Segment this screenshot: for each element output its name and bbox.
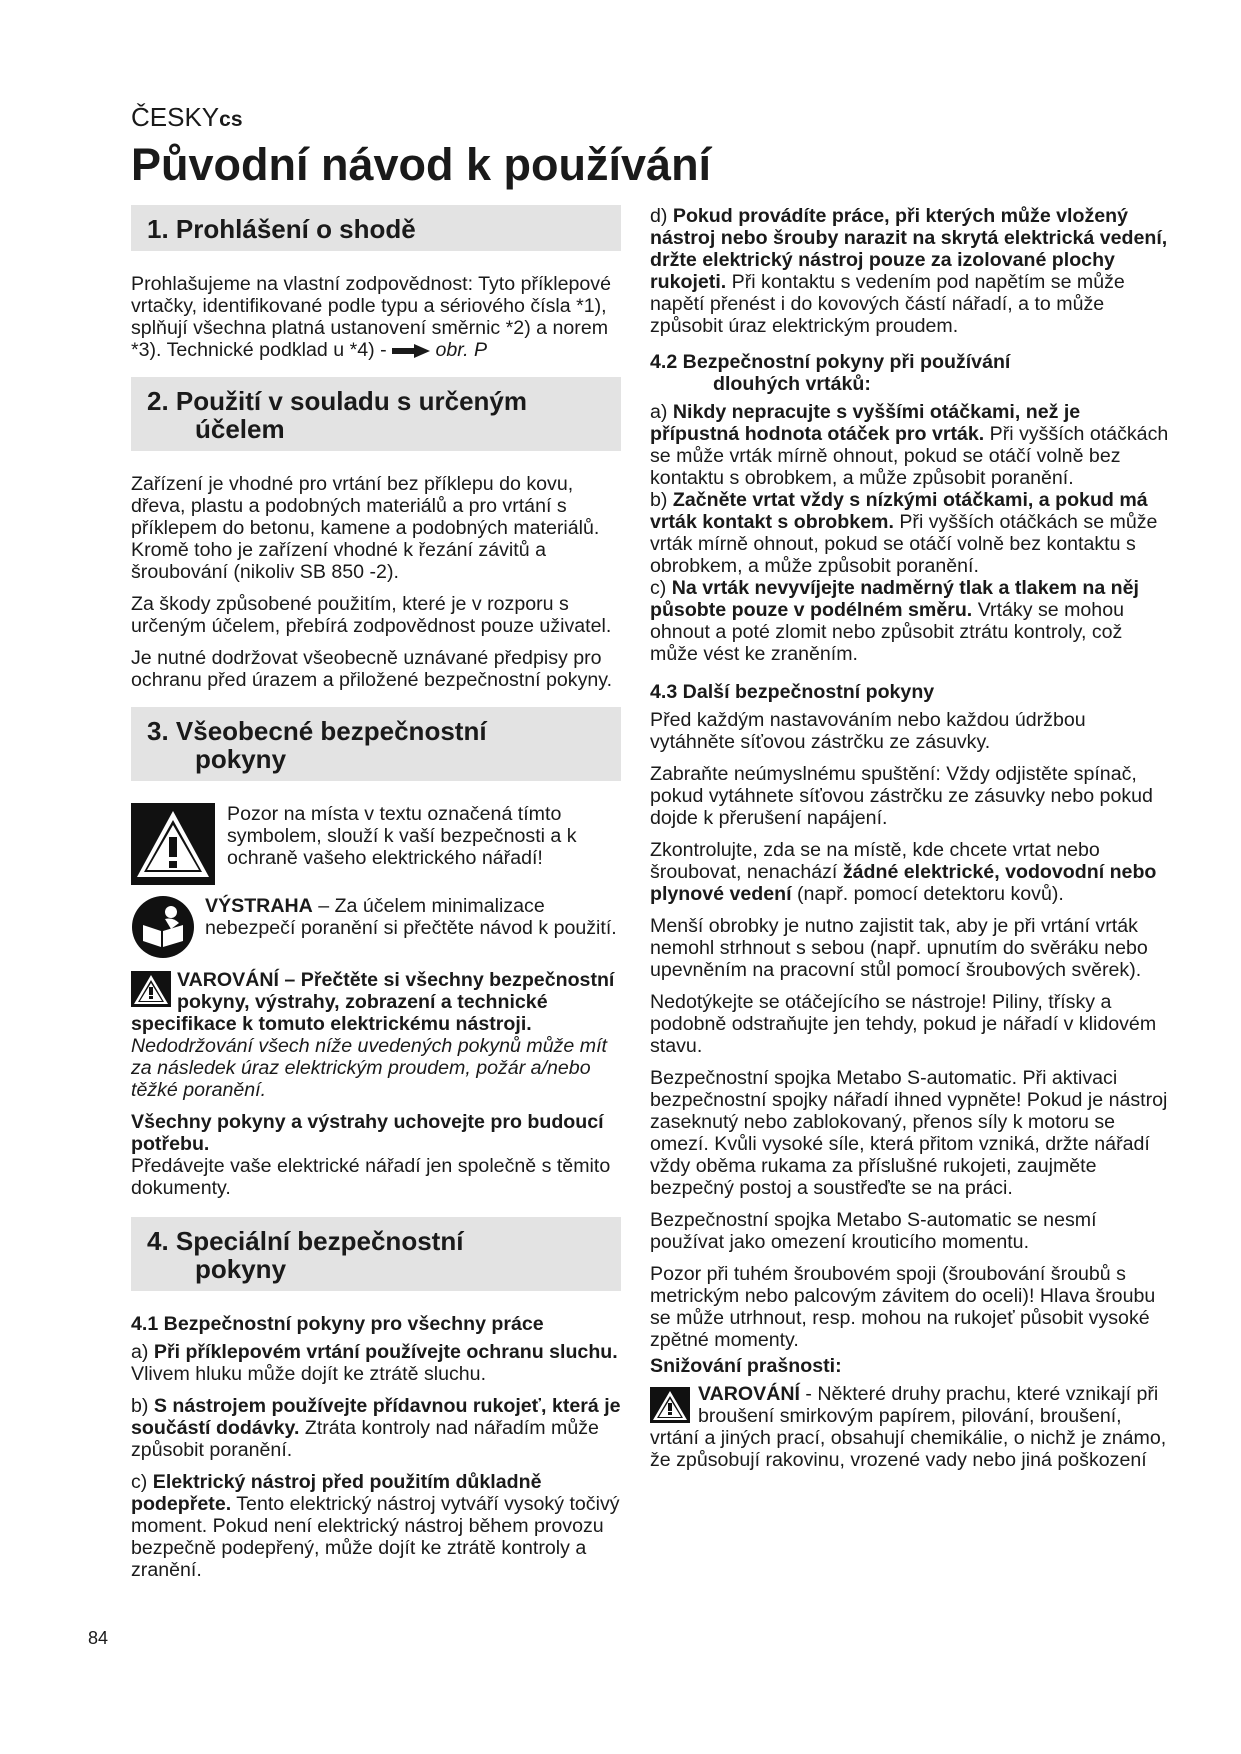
section-2-title: 2. Použití v souladu s určeným [147, 386, 527, 416]
rule-4-1-c-text: Tento elektrický nástroj vytváří vysoký točivý moment. Pokud není elektrický nástroj během provozu bezpečně podepřený, může dojít ke ztrátě kontroly a zranění. [131, 1493, 620, 1581]
section-1-title: 1. Prohlášení o shodě [147, 214, 416, 244]
keep-instructions-bold: Všechny pokyny a výstrahy uchovejte pro budoucí potřebu. [131, 1111, 604, 1155]
rule-4-2-c [650, 577, 1170, 665]
left-column [131, 205, 621, 1591]
rule-4-2-c-text: Vrtáky se mohou ohnout a poté zlomit nebo způsobit ztrátu kontroly, což může vést ke zraněním. [650, 599, 1125, 665]
section-3-title-cont: pokyny [195, 744, 287, 774]
section-1-heading [131, 205, 621, 251]
figure-reference: obr. P [435, 339, 488, 361]
warning-symbol-note [131, 803, 621, 885]
declaration-text: Prohlašujeme na vlastní zodpovědnost: Tyto příklepové vrtačky, identifikované podle typu a sériového čísla *1), splňují všechna platná ustanovení směrnic *2) a norem *3). Technické podklad u *4) - [131, 273, 611, 361]
rule-label: b) [650, 489, 673, 511]
warning-symbol-text: Pozor na místa v textu označená tímto symbolem, slouží k vaší bezpečnosti a k ochraně vašeho elektrického nářadí! [227, 803, 577, 869]
right-column [650, 205, 1170, 1481]
warning-read-all-italic: Nedodržování všech níže uvedených pokynů může mít za následek úraz elektrickým proudem, požár a/nebo těžké poranění. [131, 1035, 607, 1101]
rule-label: c) [131, 1471, 153, 1493]
rule-4-1-b [131, 1395, 621, 1461]
section-4-title-cont: pokyny [195, 1254, 287, 1284]
page-number: 84 [88, 1628, 109, 1648]
rule-4-2-b-bold: Začněte vrtat vždy s nízkými otáčkami, a pokud má vrták kontakt s obrobkem. [650, 489, 1148, 533]
section-2-paragraph-2: Za škody způsobené použitím, které je v rozporu s určeným účelem, přebírá zodpovědnost pouze uživatel. [131, 593, 612, 637]
warning-triangle-small-icon [650, 1387, 690, 1423]
language-code: cs [219, 108, 243, 131]
rule-4-1-a-bold: Při příklepovém vrtání používejte ochranu sluchu. [153, 1341, 618, 1363]
read-manual-text [205, 895, 621, 939]
rule-4-1-d-text: Při kontaktu s vedením pod napětím se může napětí přenést i do kovových částí nářadí, a to může způsobit úraz elektrickým proudem. [650, 271, 1125, 337]
read-manual-icon [131, 895, 195, 959]
paragraph-check-lines [650, 839, 1170, 905]
check-lines-post: (např. pomocí detektoru kovů). [791, 883, 1064, 905]
paragraph-clutch-torque: Bezpečnostní spojka Metabo S-automatic se nesmí používat jako omezení krouticího momentu. [650, 1209, 1097, 1253]
rule-4-1-d-bold: Pokud provádíte práce, při kterých může vložený nástroj nebo šrouby narazit na skrytá elektrická vedení, držte elektrický nástroj pouze za izolované plochy rukojeti. [650, 205, 1168, 293]
dust-warning [650, 1383, 1170, 1471]
rule-label: b) [131, 1395, 154, 1417]
paragraph-hard-screw: Pozor při tuhém šroubovém spoji (šroubování šroubů s metrickým nebo palcovým závitem do oceli)! Hlava šroubu se může utrhnout, resp. mohou na rukojeť působit vysoké zpětné momenty. [650, 1263, 1156, 1351]
rule-4-1-d [650, 205, 1170, 337]
section-4-title: 4. Speciální bezpečnostní [147, 1226, 464, 1256]
warning-read-all-bold: VAROVÁNÍ – Přečtěte si všechny bezpečnostní pokyny, výstrahy, zobrazení a technické specifikace k tomuto elektrickému nástroji. [131, 969, 615, 1035]
warning-read-all [131, 969, 621, 1101]
rule-4-1-b-text: Ztráta kontroly nad nářadím může způsobit poranění. [131, 1417, 599, 1461]
read-manual-body: – Za účelem minimalizace nebezpečí poranění si přečtěte návod k použití. [205, 895, 617, 939]
rule-4-2-a [650, 401, 1170, 489]
rule-4-2-b-text: Při vyšších otáčkách se může vrták mírně ohnout, pokud se otáčí volně bez kontaktu s obrobkem, a může způsobit poranění. [650, 511, 1158, 577]
paragraph-safety-clutch: Bezpečnostní spojka Metabo S-automatic. Při aktivaci bezpečnostní spojky nářadí ihned vypněte! Pokud je nástroj zaseknutý nebo zablokovaný, přenos síly k motoru se omezí. Kvůli vysoké síle, která přitom vzniká, držte nářadí vždy oběma rukama za příslušné rukojeti, zaujměte bezpečný postoj a soustřeďte se na práci. [650, 1067, 1168, 1199]
section-1-text [131, 273, 621, 361]
read-manual-label: VÝSTRAHA [205, 895, 313, 917]
section-2-heading [131, 377, 621, 451]
paragraph-secure-workpiece: Menší obrobky je nutno zajistit tak, aby je při vrtání vrták nemohl strhnout s sebou (např. upnutím do svěráku nebo upevněním na pracovní stůl pomocí šroubových svěrek). [650, 915, 1148, 981]
rule-label: d) [650, 205, 673, 227]
page-title: Původní návod k používání [131, 139, 712, 190]
rule-4-1-a [131, 1341, 621, 1385]
subsection-4-2-title [650, 351, 1170, 395]
rule-label: a) [650, 401, 673, 423]
rule-4-1-b-bold: S nástrojem používejte přídavnou rukojeť, která je součástí dodávky. [131, 1395, 621, 1439]
section-4-heading [131, 1217, 621, 1291]
subsection-4-2-title-a: 4.2 Bezpečnostní pokyny při používání [650, 351, 1011, 373]
paragraph-unplug: Před každým nastavováním nebo každou údržbou vytáhněte síťovou zástrčku ze zásuvky. [650, 709, 1086, 753]
dust-reduction-title: Snižování prašnosti: [650, 1355, 842, 1377]
warning-triangle-icon [131, 803, 215, 885]
arrow-right-icon [392, 344, 430, 358]
check-lines-bold: žádné elektrické, vodovodní nebo plynové vedení [650, 861, 1157, 905]
rule-label: c) [650, 577, 672, 599]
keep-instructions-text: Předávejte vaše elektrické nářadí jen společně s těmito dokumenty. [131, 1155, 611, 1199]
rule-4-2-a-bold: Nikdy nepracujte s vyššími otáčkami, než je přípustná hodnota otáček pro vrták. [650, 401, 1081, 445]
rule-4-1-c-bold: Elektrický nástroj před použitím důkladně podepřete. [131, 1471, 542, 1515]
section-2-paragraph-1: Zařízení je vhodné pro vrtání bez příklepu do kovu, dřeva, plastu a podobných materiálů a pro vrtání s příklepem do betonu, kamene a podobných materiálů. Kromě toho je zařízení vhodné k řezání závitů a šroubování (nikoliv SB 850 -2). [131, 473, 600, 583]
paragraph-rotating-tool: Nedotýkejte se otáčejícího se nástroje! Piliny, třísky a podobně odstraňujte jen tehdy, pokud je nářadí v klidovém stavu. [650, 991, 1157, 1057]
rule-4-2-b [650, 489, 1170, 577]
rule-4-2-a-text: Při vyšších otáčkách se může vrták mírně ohnout, pokud se otáčí volně bez kontaktu s obrobkem, a může způsobit poranění. [650, 423, 1169, 489]
language-header [131, 102, 243, 135]
warning-triangle-small-icon [131, 971, 171, 1007]
section-2-title-cont: účelem [195, 414, 285, 444]
subsection-4-3-title: 4.3 Další bezpečnostní pokyny [650, 681, 935, 703]
section-3-title: 3. Všeobecné bezpečnostní [147, 716, 487, 746]
section-3-heading [131, 707, 621, 781]
check-lines-pre: Zkontrolujte, zda se na místě, kde chcete vrtat nebo šroubovat, nenachází [650, 839, 1100, 883]
read-manual-note [131, 895, 621, 959]
section-2-paragraph-3: Je nutné dodržovat všeobecně uznávané předpisy pro ochranu před úrazem a přiložené bezpečnostní pokyny. [131, 647, 613, 691]
rule-4-1-a-text: Vlivem hluku může dojít ke ztrátě sluchu. [131, 1363, 487, 1385]
rule-label: a) [131, 1341, 154, 1363]
keep-instructions [131, 1111, 621, 1155]
language-label: ČESKY [131, 102, 220, 132]
paragraph-unintended-start: Zabraňte neúmyslnému spuštění: Vždy odjistěte spínač, pokud vytáhnete síťovou zástrčku ze zásuvky nebo pokud dojde k přerušení napájení. [650, 763, 1153, 829]
rule-4-2-c-bold: Na vrták nevyvíjejte nadměrný tlak a tlakem na něj působte pouze v podélném směru. [650, 577, 1139, 621]
rule-4-1-c [131, 1471, 621, 1581]
subsection-4-2-title-b: dlouhých vrtáků: [713, 373, 871, 395]
dust-warning-label: VAROVÁNÍ [698, 1383, 800, 1405]
subsection-4-1-title: 4.1 Bezpečnostní pokyny pro všechny práce [131, 1313, 544, 1335]
dust-warning-text: - Některé druhy prachu, které vznikají při broušení smirkovým papírem, pilování, broušení, vrtání a jiných prací, obsahují chemikálie, o nichž je známo, že způsobují rakovinu, vrozené vady nebo jiná poškození [650, 1383, 1167, 1471]
